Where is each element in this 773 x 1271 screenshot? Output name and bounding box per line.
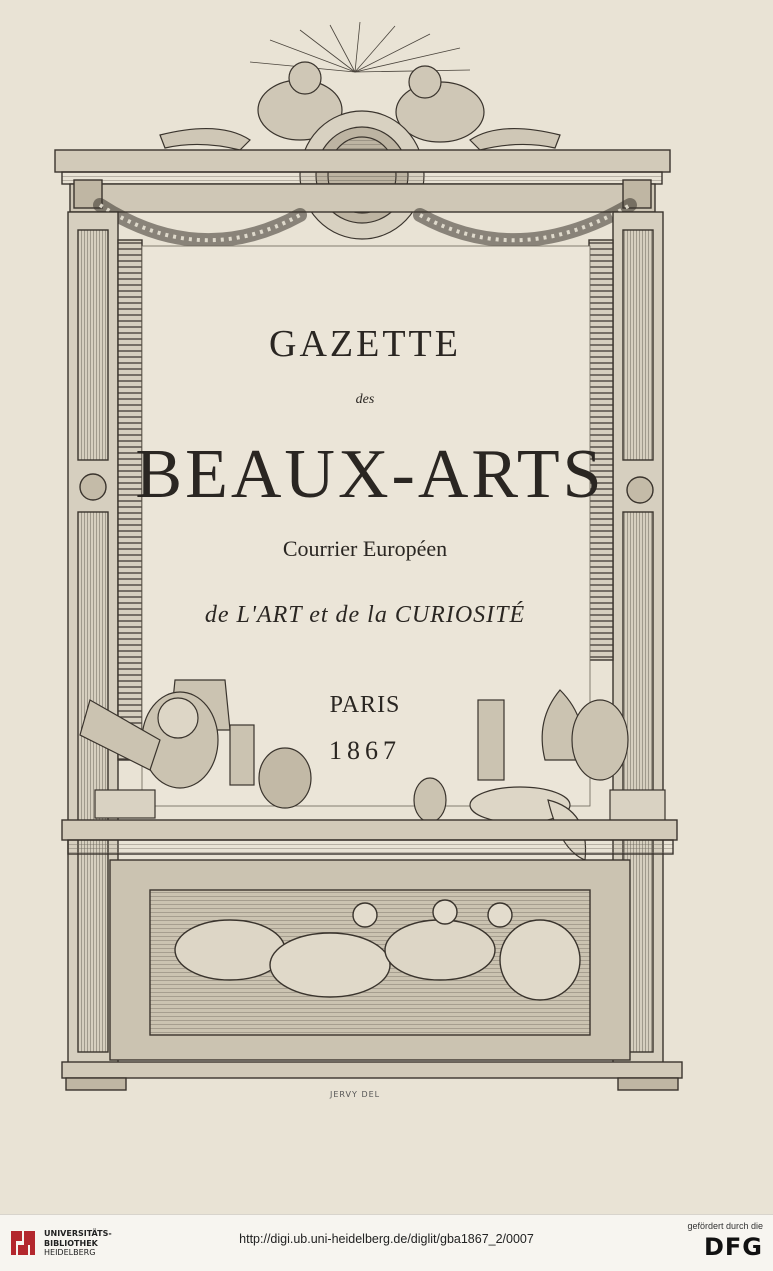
sunburst — [250, 22, 470, 72]
dfg-logo-icon: DFG — [703, 1233, 763, 1261]
imprint-year: 1867 — [329, 736, 401, 765]
permalink-url[interactable]: http://digi.ub.uni-heidelberg.de/diglit/gba1867_2/0007 — [239, 1232, 534, 1246]
imprint-place: PARIS — [329, 692, 401, 718]
funding-label: gefördert durch die — [687, 1221, 763, 1231]
library-name-line1: UNIVERSITÄTS- — [44, 1229, 112, 1238]
viewer-footer — [0, 1214, 773, 1271]
engraver-signature: JERVY DEL — [330, 1090, 381, 1099]
title-gazette: GAZETTE — [269, 323, 461, 365]
ledge — [62, 820, 677, 854]
library-name-line2: BIBLIOTHEK — [44, 1238, 98, 1248]
base — [62, 1062, 682, 1090]
relief-panel — [110, 860, 630, 1060]
subtitle-courrier: Courrier Européen — [282, 536, 448, 561]
title-des: des — [355, 392, 375, 407]
subtitle-art-curiosite: de L'ART et de la CURIOSITÉ — [204, 602, 526, 628]
library-name-line3: HEIDELBERG — [44, 1248, 96, 1257]
dfg-funding[interactable] — [673, 1221, 763, 1261]
title-beaux-arts: BEAUX-ARTS — [135, 436, 605, 513]
cornice — [55, 150, 670, 212]
